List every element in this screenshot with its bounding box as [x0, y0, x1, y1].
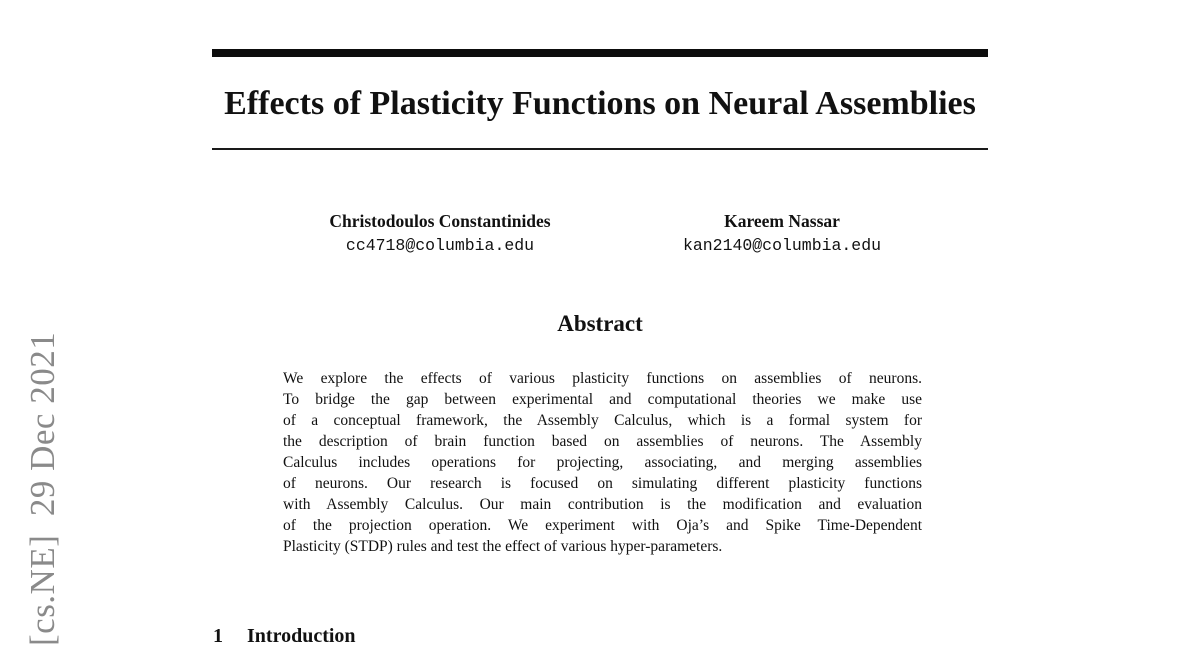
author-name: Christodoulos Constantinides — [329, 211, 551, 231]
author-block — [305, 210, 575, 256]
abstract-text — [283, 368, 922, 557]
abstract-line: of the projection operation. We experiment with Oja’s and Spike Time-Dependent — [283, 517, 922, 534]
arxiv-stamp: [cs.NE] 29 Dec 2021 — [23, 331, 62, 646]
top-rule — [212, 49, 988, 57]
abstract-line: with Assembly Calculus. Our main contribution is the modification and evaluation — [283, 496, 922, 513]
abstract-line: Calculus includes operations for projecting, associating, and merging assemblies — [283, 454, 922, 471]
abstract-heading: Abstract — [557, 311, 643, 336]
abstract-line: We explore the effects of various plasticity functions on assemblies of neurons. — [283, 370, 922, 387]
section-number: 1 — [213, 625, 223, 647]
title-rule — [212, 148, 988, 150]
section-heading — [213, 624, 356, 648]
abstract-line: the description of brain function based on assemblies of neurons. The Assembly — [283, 433, 922, 450]
abstract-line: Plasticity (STDP) rules and test the effect of various hyper-parameters. — [283, 538, 723, 555]
abstract-line: of neurons. Our research is focused on simulating different plasticity functions — [283, 475, 922, 492]
author-email: kan2140@columbia.edu — [682, 236, 882, 255]
section-title: Introduction — [247, 625, 356, 647]
author-block — [647, 210, 917, 256]
author-name: Kareem Nassar — [724, 211, 840, 231]
abstract-line: To bridge the gap between experimental and computational theories we make use — [283, 391, 922, 408]
paper-title: Effects of Plasticity Functions on Neural Assemblies — [224, 85, 976, 122]
author-email: cc4718@columbia.edu — [345, 236, 535, 255]
abstract-line: of a conceptual framework, the Assembly Calculus, which is a formal system for — [283, 412, 922, 429]
